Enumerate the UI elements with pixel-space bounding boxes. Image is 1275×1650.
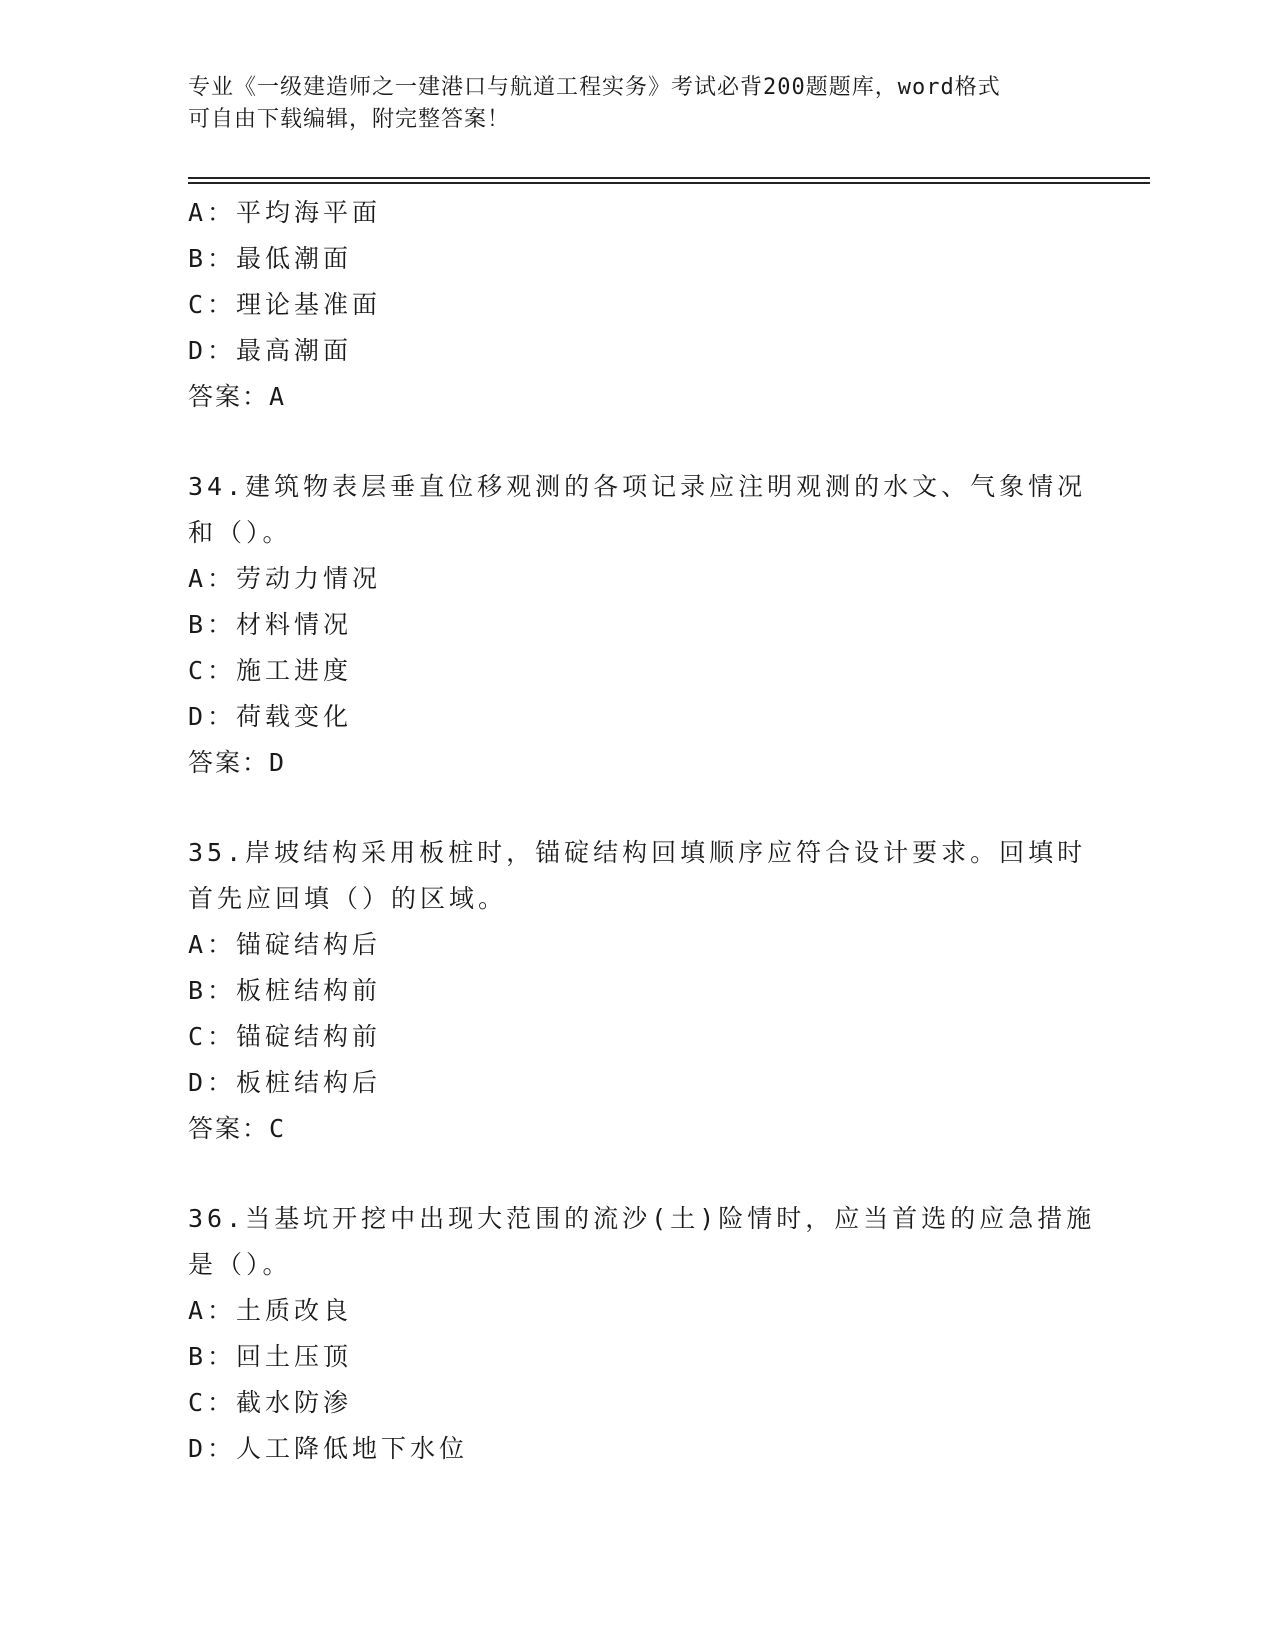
answer: 答案：A [188,382,287,411]
question-stem-line-2: 和（）。 [188,518,292,547]
header-title-line-1: 专业《一级建造师之一建港口与航道工程实务》考试必背200题题库，word格式 [188,75,1001,100]
answer: 答案：D [188,748,287,777]
question-stem-line-2: 是（）。 [188,1250,292,1279]
option-a: A：平均海平面 [188,198,382,227]
option-d: D：板桩结构后 [188,1068,382,1097]
header-title-line-2: 可自由下载编辑，附完整答案！ [188,107,511,132]
option-b: B：回土压顶 [188,1342,353,1371]
question-36 [188,1196,1096,1472]
option-c: C：施工进度 [188,656,353,685]
option-a: A：土质改良 [188,1296,353,1325]
option-a: A：锚碇结构后 [188,930,382,959]
question-stem-line-1: 34.建筑物表层垂直位移观测的各项记录应注明观测的水文、气象情况 [188,472,1087,501]
option-d: D：最高潮面 [188,336,353,365]
question-34 [188,464,1088,786]
option-c: C：理论基准面 [188,290,382,319]
answer: 答案：C [188,1114,287,1143]
option-a: A：劳动力情况 [188,564,382,593]
question-stem-line-1: 35.岸坡结构采用板桩时，锚碇结构回填顺序应符合设计要求。回填时 [188,838,1087,867]
question-stem-line-1: 36.当基坑开挖中出现大范围的流沙(土)险情时，应当首选的应急措施 [188,1204,1096,1233]
option-b: B：材料情况 [188,610,353,639]
option-b: B：最低潮面 [188,244,353,273]
question-33 [188,190,1088,420]
document-header [188,72,1068,136]
option-d: D：人工降低地下水位 [188,1434,469,1463]
header-divider-bottom [188,182,1150,184]
question-stem-line-2: 首先应回填（）的区域。 [188,884,508,913]
option-b: B：板桩结构前 [188,976,382,1005]
question-list [188,190,1096,1472]
option-d: D：荷载变化 [188,702,353,731]
option-c: C：锚碇结构前 [188,1022,382,1051]
question-35 [188,830,1088,1152]
header-divider-top [188,177,1150,179]
option-c: C：截水防渗 [188,1388,353,1417]
